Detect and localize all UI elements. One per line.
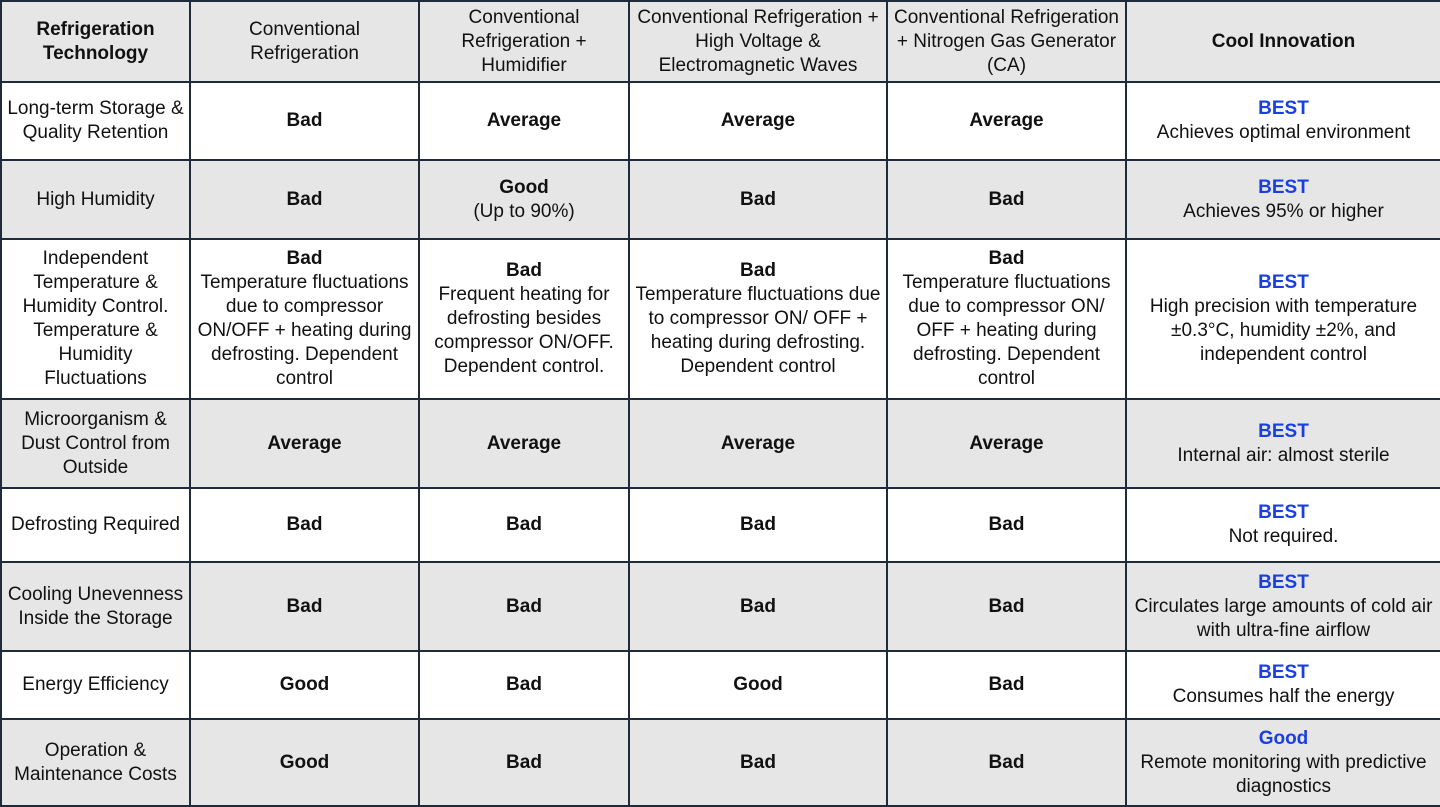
- row-label: Independent Temperature & Humidity Control. Temperature & Humidity Fluctuations: [1, 239, 190, 399]
- table-cell: [887, 160, 1126, 239]
- table-row: [1, 562, 1440, 651]
- table-cell: [887, 488, 1126, 562]
- rating-text: Bad: [740, 188, 776, 210]
- table-cell: [629, 488, 887, 562]
- detail-text: Consumes half the energy: [1172, 686, 1395, 707]
- rating-text: Average: [267, 432, 342, 454]
- cool-innovation-cell: [1126, 562, 1440, 651]
- rating-text: Bad: [286, 248, 323, 269]
- cell-content: [892, 247, 1121, 391]
- cool-innovation-cell: [1126, 399, 1440, 488]
- rating-text: Bad: [506, 595, 542, 617]
- table-cell: [419, 160, 629, 239]
- detail-text: High precision with temperature ±0.3°C, humidity ±2%, and independent control: [1149, 296, 1418, 365]
- row-label: High Humidity: [1, 160, 190, 239]
- row-label: Microorganism & Dust Control from Outside: [1, 399, 190, 488]
- rating-text: Bad: [740, 514, 776, 535]
- column-header-nitrogen: Conventional Refrigeration + Nitrogen Gas Generator (CA): [887, 1, 1126, 82]
- rating-text: Bad: [740, 595, 776, 617]
- rating-text: BEST: [1258, 176, 1309, 198]
- row-label: Defrosting Required: [1, 488, 190, 562]
- table-cell: [419, 399, 629, 488]
- column-header-humidifier: Conventional Refrigeration + Humidifier: [419, 1, 629, 82]
- detail-text: Frequent heating for defrosting besides compressor ON/OFF. Dependent control.: [434, 284, 614, 377]
- rating-text: Good: [499, 176, 549, 198]
- cool-innovation-cell: [1126, 239, 1440, 399]
- cell-content: [424, 259, 624, 379]
- table-cell: [629, 82, 887, 160]
- rating-text: Bad: [988, 514, 1025, 535]
- rating-text: Bad: [740, 751, 776, 773]
- rating-text: Bad: [506, 514, 542, 535]
- rating-text: Bad: [988, 595, 1025, 617]
- table-cell: [190, 82, 419, 160]
- rating-text: Bad: [740, 260, 776, 281]
- rating-text: Average: [720, 432, 796, 454]
- rating-text: Bad: [988, 751, 1025, 773]
- rating-text: Average: [969, 110, 1044, 131]
- table-cell: [629, 719, 887, 806]
- rating-text: Average: [969, 432, 1044, 454]
- detail-text: Temperature fluctuations due to compressor ON/ OFF + heating during defrosting. Dependent control: [902, 272, 1111, 389]
- table-cell: [629, 651, 887, 719]
- rating-text: BEST: [1258, 420, 1309, 442]
- row-label: Energy Efficiency: [1, 651, 190, 719]
- rating-text: Bad: [506, 751, 542, 773]
- detail-text: (Up to 90%): [473, 200, 575, 222]
- table-row: [1, 82, 1440, 160]
- column-header-cool-innovation: Cool Innovation: [1126, 1, 1440, 82]
- rating-text: Bad: [286, 514, 323, 535]
- rating-text: BEST: [1258, 502, 1309, 523]
- table-cell: [887, 719, 1126, 806]
- rating-text: Good: [279, 674, 330, 695]
- table-row: [1, 160, 1440, 239]
- column-header-high-voltage: Conventional Refrigeration + High Voltage & Electromagnetic Waves: [629, 1, 887, 82]
- cell-content: [195, 247, 414, 391]
- table-cell: [419, 239, 629, 399]
- rating-text: Bad: [286, 188, 323, 210]
- table-row: [1, 488, 1440, 562]
- detail-text: Temperature fluctuations due to compressor ON/OFF + heating during defrosting. Dependent control: [197, 272, 412, 389]
- rating-text: Bad: [506, 260, 542, 281]
- table-row: [1, 719, 1440, 806]
- rating-text: Bad: [988, 188, 1025, 210]
- rating-text: Good: [1258, 727, 1309, 749]
- header-row: [1, 1, 1440, 82]
- rating-text: Good: [733, 674, 783, 695]
- rating-text: Average: [720, 110, 796, 131]
- cool-innovation-cell: [1126, 82, 1440, 160]
- detail-text: Internal air: almost sterile: [1177, 444, 1390, 466]
- rating-text: Good: [279, 751, 330, 773]
- column-header-conventional: Conventional Refrigeration: [190, 1, 419, 82]
- rating-text: BEST: [1258, 571, 1309, 593]
- table-cell: [419, 651, 629, 719]
- table-cell: [887, 651, 1126, 719]
- table-cell: [190, 562, 419, 651]
- table-cell: [419, 82, 629, 160]
- table-cell: [190, 399, 419, 488]
- rating-text: Bad: [506, 674, 542, 695]
- table-cell: [190, 239, 419, 399]
- table-cell: [629, 399, 887, 488]
- detail-text: Achieves 95% or higher: [1183, 200, 1384, 222]
- table-cell: [887, 562, 1126, 651]
- table-row: [1, 651, 1440, 719]
- table-cell: [419, 488, 629, 562]
- row-label: Operation & Maintenance Costs: [1, 719, 190, 806]
- detail-text: Achieves optimal environment: [1156, 122, 1411, 143]
- cool-innovation-cell: [1126, 160, 1440, 239]
- table-cell: [190, 160, 419, 239]
- rating-text: Bad: [988, 674, 1025, 695]
- table-cell: [629, 160, 887, 239]
- detail-text: Temperature fluctuations due to compressor ON/ OFF + heating during defrosting. Dependent control: [635, 284, 881, 377]
- table-cell: [887, 239, 1126, 399]
- row-label: Cooling Unevenness Inside the Storage: [1, 562, 190, 651]
- table-cell: [190, 488, 419, 562]
- detail-text: Circulates large amounts of cold air with ultra-fine airflow: [1134, 595, 1433, 641]
- table-corner-title: Refrigeration Technology: [1, 1, 190, 82]
- rating-text: Bad: [286, 110, 323, 131]
- table-cell: [887, 82, 1126, 160]
- table-row: [1, 399, 1440, 488]
- table-cell: [419, 719, 629, 806]
- table-cell: [419, 562, 629, 651]
- row-label: Long-term Storage & Quality Retention: [1, 82, 190, 160]
- table-row: [1, 239, 1440, 399]
- rating-text: Bad: [988, 248, 1025, 269]
- rating-text: BEST: [1258, 662, 1309, 683]
- cell-content: [634, 259, 882, 379]
- table-cell: [190, 719, 419, 806]
- table-cell: [887, 399, 1126, 488]
- table-cell: [629, 562, 887, 651]
- table-cell: [629, 239, 887, 399]
- cool-innovation-cell: [1126, 488, 1440, 562]
- rating-text: BEST: [1258, 272, 1309, 293]
- rating-text: Bad: [286, 595, 323, 617]
- cool-innovation-cell: [1126, 719, 1440, 806]
- cool-innovation-cell: [1126, 651, 1440, 719]
- rating-text: BEST: [1258, 98, 1309, 119]
- detail-text: Not required.: [1228, 526, 1339, 547]
- rating-text: Average: [486, 110, 562, 131]
- detail-text: Remote monitoring with predictive diagnostics: [1140, 751, 1427, 797]
- table-cell: [190, 651, 419, 719]
- rating-text: Average: [486, 432, 562, 454]
